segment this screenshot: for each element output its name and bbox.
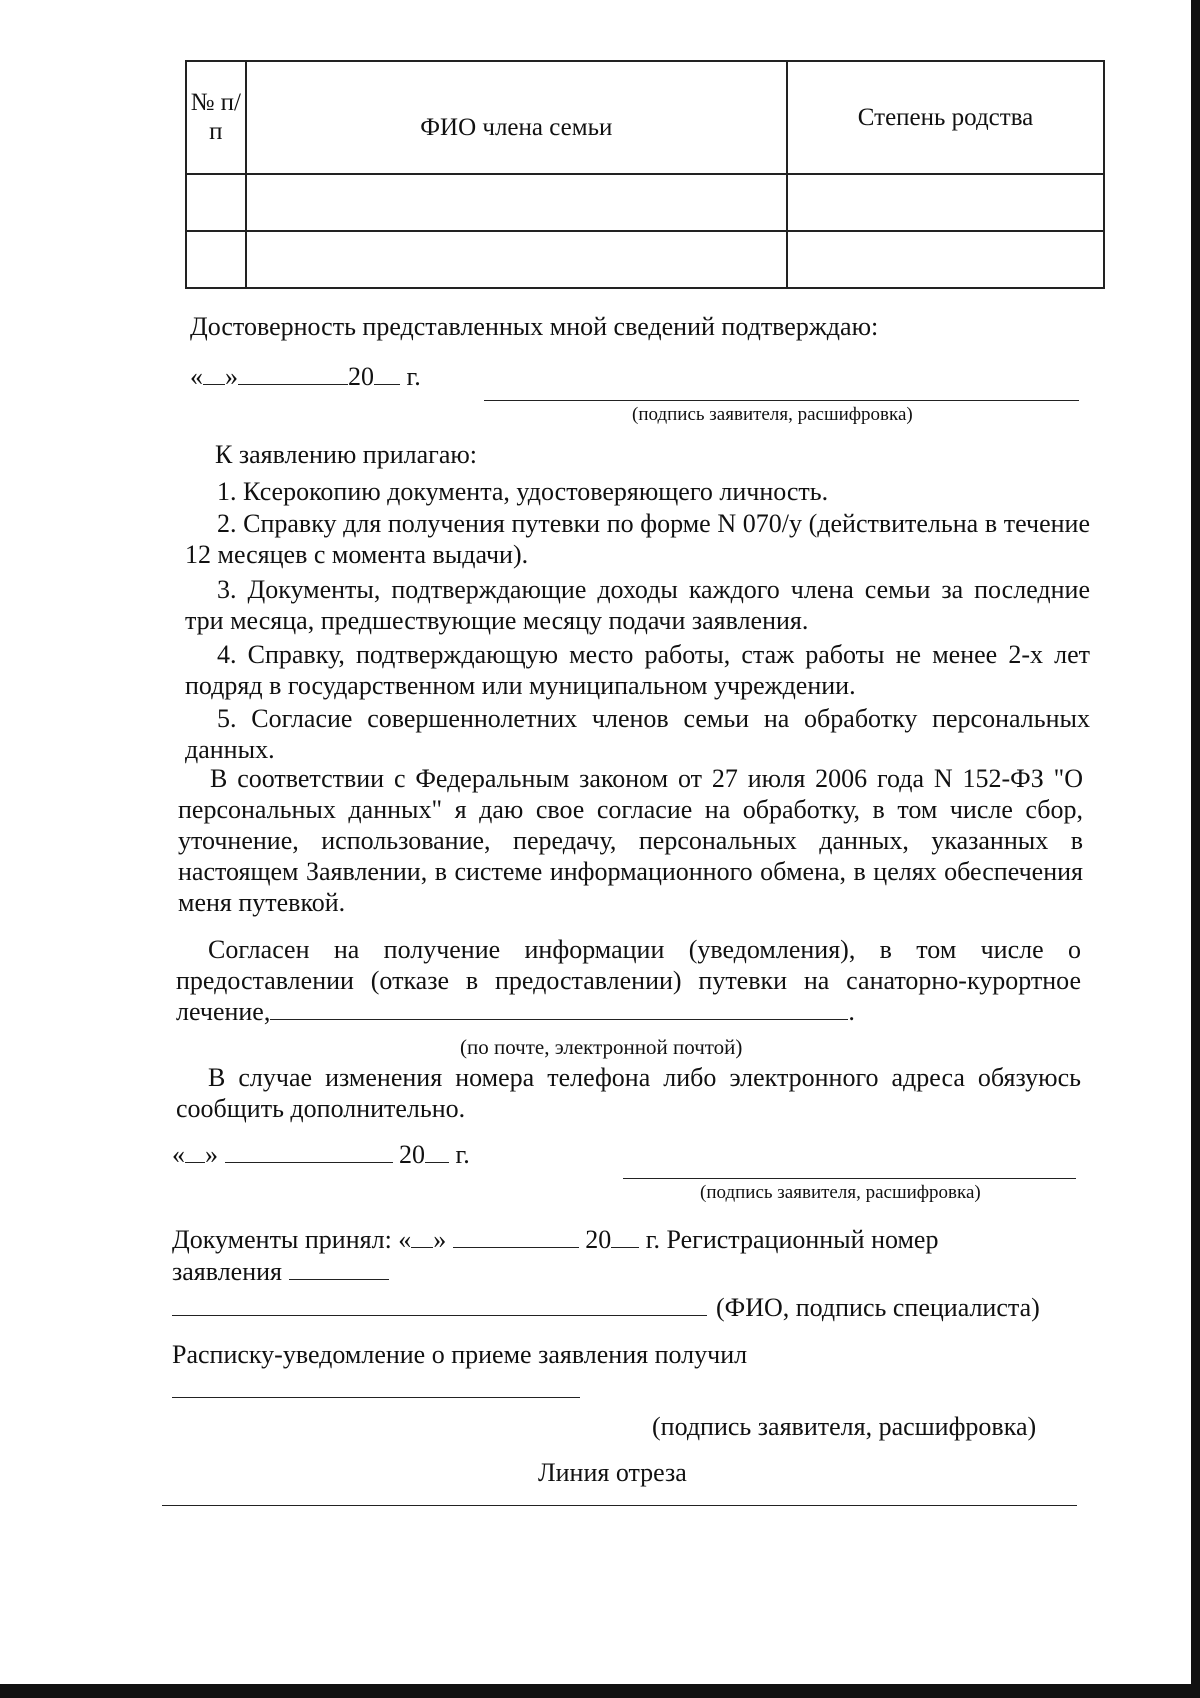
attachment-item-3: 3. Документы, подтверждающие доходы каждого члена семьи за последние три месяца, предшествующие месяцу подачи заявления. bbox=[185, 575, 1090, 635]
family-members-table bbox=[185, 60, 1105, 289]
documents-accepted bbox=[172, 1225, 938, 1255]
table-row bbox=[186, 231, 1104, 288]
header-number: № п/п bbox=[186, 61, 246, 174]
day-field[interactable] bbox=[411, 1225, 433, 1248]
date-open-quote: « bbox=[190, 362, 203, 391]
notification-method-field[interactable] bbox=[270, 997, 848, 1020]
registration-label: г. Регистрационный номер bbox=[645, 1225, 939, 1254]
year-field[interactable] bbox=[425, 1140, 449, 1163]
header-fio: ФИО члена семьи bbox=[246, 61, 788, 174]
receipt-signature-line[interactable] bbox=[172, 1397, 580, 1398]
cell-number[interactable] bbox=[186, 231, 246, 288]
notification-consent bbox=[176, 934, 1081, 1027]
table-row bbox=[186, 174, 1104, 231]
year-prefix: 20 bbox=[585, 1225, 612, 1254]
date-close-quote: » bbox=[433, 1225, 447, 1254]
date-open-quote: « bbox=[172, 1140, 185, 1169]
scan-right-edge bbox=[1191, 0, 1200, 1698]
table-header-row bbox=[186, 61, 1104, 174]
notification-consent-text: Согласен на получение информации (уведомления), в том числе о предоставлении (отказе в предоставлении) путевки на санаторно-курортное лечение, bbox=[176, 935, 1081, 1026]
receipt-text: Расписку-уведомление о приеме заявления получил bbox=[172, 1340, 748, 1369]
scan-bottom-edge bbox=[0, 1684, 1200, 1698]
attachment-item-4: 4. Справку, подтверждающую место работы, стаж работы не менее 2-х лет подряд в государственном или муниципальном учреждении. bbox=[185, 640, 1090, 700]
year-suffix: г. bbox=[406, 362, 421, 391]
cell-relation[interactable] bbox=[787, 231, 1104, 288]
month-field[interactable] bbox=[453, 1225, 579, 1248]
attachments-title: К заявлению прилагаю: bbox=[215, 440, 478, 469]
month-field[interactable] bbox=[238, 362, 348, 385]
cell-number[interactable] bbox=[186, 174, 246, 231]
registration-number-field[interactable] bbox=[289, 1257, 389, 1280]
day-field[interactable] bbox=[185, 1140, 205, 1163]
receipt-caption: (подпись заявителя, расшифровка) bbox=[652, 1412, 1037, 1441]
date-close-quote: » bbox=[225, 362, 238, 391]
application-label: заявления bbox=[172, 1257, 283, 1286]
year-prefix: 20 bbox=[399, 1140, 425, 1169]
header-relation: Степень родства bbox=[787, 61, 1104, 174]
second-date bbox=[172, 1140, 470, 1170]
day-field[interactable] bbox=[203, 362, 225, 385]
year-field[interactable] bbox=[611, 1225, 639, 1248]
cell-fio[interactable] bbox=[246, 231, 788, 288]
cell-relation[interactable] bbox=[787, 174, 1104, 231]
cell-fio[interactable] bbox=[246, 174, 788, 231]
attachment-item-1: 1. Ксерокопию документа, удостоверяющего личность. bbox=[217, 477, 829, 506]
signature-caption: (подпись заявителя, расшифровка) bbox=[700, 1182, 981, 1203]
personal-data-consent: В соответствии с Федеральным законом от 27 июля 2006 года N 152-ФЗ "О персональных данных" я даю свое согласие на обработку, в том числе сбор, уточнение, использование, передачу, персональных данных, указанных в настоящем Заявлении, в системе информационного обмена, в целях обеспечения меня путевкой. bbox=[178, 764, 1083, 917]
specialist-caption: (ФИО, подпись специалиста) bbox=[716, 1293, 1040, 1322]
year-field[interactable] bbox=[374, 362, 400, 385]
specialist-signature-line[interactable] bbox=[172, 1315, 707, 1316]
registration-number bbox=[172, 1257, 389, 1287]
notification-caption: (по почте, электронной почтой) bbox=[460, 1035, 743, 1059]
attachment-item-2: 2. Справку для получения путевки по форме N 070/у (действительна в течение 12 месяцев с момента выдачи). bbox=[185, 509, 1090, 569]
notification-end: . bbox=[848, 997, 855, 1026]
month-field[interactable] bbox=[225, 1140, 393, 1163]
attachment-item-5: 5. Согласие совершеннолетних членов семьи на обработку персональных данных. bbox=[185, 704, 1090, 764]
contact-change-text: В случае изменения номера телефона либо электронного адреса обязуюсь сообщить дополнительно. bbox=[176, 1063, 1081, 1123]
signature-caption: (подпись заявителя, расшифровка) bbox=[632, 404, 913, 425]
date-close-quote: » bbox=[205, 1140, 218, 1169]
confirm-date bbox=[190, 362, 421, 392]
cut-line-label: Линия отреза bbox=[538, 1458, 687, 1487]
signature-line[interactable] bbox=[484, 400, 1079, 401]
documents-accepted-label: Документы принял: « bbox=[172, 1225, 412, 1254]
year-prefix: 20 bbox=[348, 362, 374, 391]
signature-line[interactable] bbox=[623, 1178, 1076, 1179]
year-suffix: г. bbox=[455, 1140, 470, 1169]
cut-line bbox=[162, 1505, 1077, 1506]
confirm-text: Достоверность представленных мной сведений подтверждаю: bbox=[190, 312, 879, 341]
